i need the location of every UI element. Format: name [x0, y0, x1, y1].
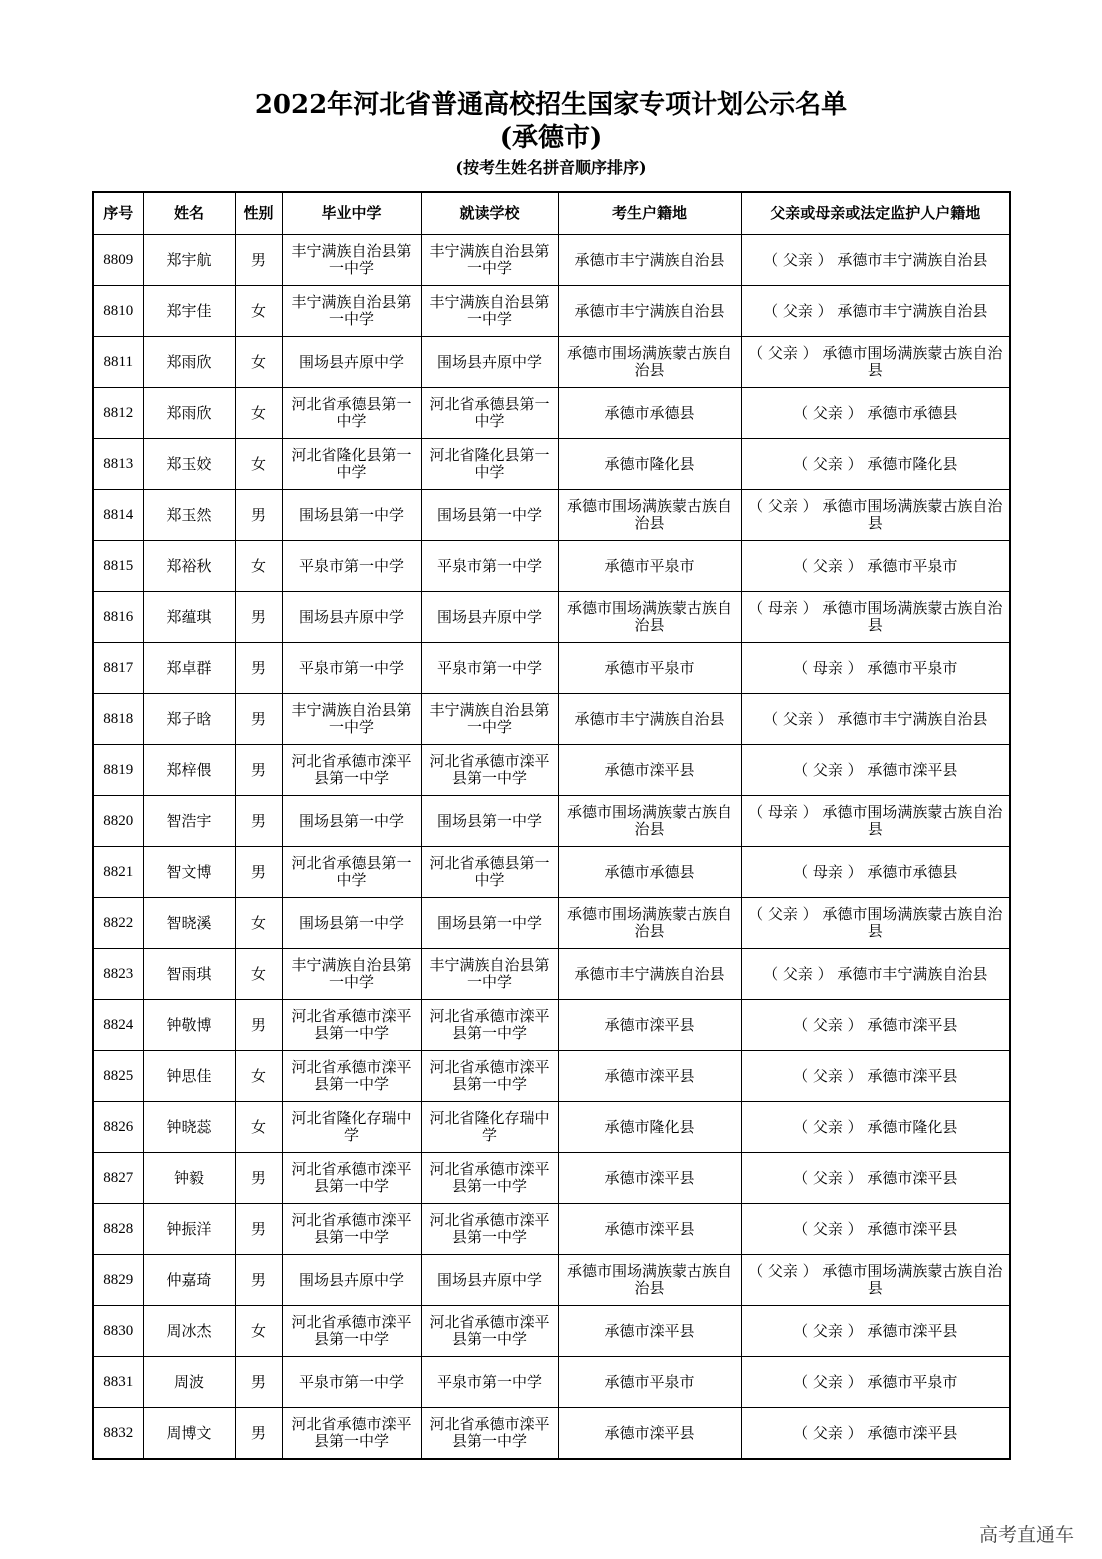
graduated-school-cell: 河北省承德市滦平县第一中学	[282, 1000, 421, 1051]
household-registration-cell: 承德市围场满族蒙古族自治县	[558, 796, 741, 847]
guardian-registration-cell: （ 父亲 ） 承德市承德县	[741, 388, 1010, 439]
table-row	[93, 490, 1010, 541]
gender-cell: 男	[235, 796, 282, 847]
gender-cell: 女	[235, 286, 282, 337]
name-cell: 郑雨欣	[143, 388, 235, 439]
table-row	[93, 796, 1010, 847]
serial-number-cell: 8829	[93, 1255, 143, 1306]
graduated-school-cell: 围场县卉原中学	[282, 337, 421, 388]
current-school-cell: 河北省承德市滦平县第一中学	[421, 1051, 558, 1102]
table-row	[93, 1153, 1010, 1204]
table-row	[93, 949, 1010, 1000]
serial-number-cell: 8832	[93, 1408, 143, 1460]
name-cell: 郑梓偎	[143, 745, 235, 796]
serial-number-cell: 8817	[93, 643, 143, 694]
current-school-cell: 河北省承德市滦平县第一中学	[421, 1000, 558, 1051]
current-school-cell: 围场县卉原中学	[421, 592, 558, 643]
current-school-cell: 平泉市第一中学	[421, 541, 558, 592]
name-cell: 郑玉姣	[143, 439, 235, 490]
name-cell: 钟毅	[143, 1153, 235, 1204]
gender-cell: 女	[235, 388, 282, 439]
household-registration-cell: 承德市隆化县	[558, 1102, 741, 1153]
household-registration-cell: 承德市围场满族蒙古族自治县	[558, 490, 741, 541]
graduated-school-cell: 河北省承德市滦平县第一中学	[282, 1204, 421, 1255]
current-school-cell: 围场县卉原中学	[421, 1255, 558, 1306]
gender-cell: 女	[235, 1051, 282, 1102]
serial-number-cell: 8815	[93, 541, 143, 592]
guardian-registration-cell: （ 父亲 ） 承德市平泉市	[741, 541, 1010, 592]
guardian-registration-cell: （ 父亲 ） 承德市平泉市	[741, 1357, 1010, 1408]
table-row	[93, 1051, 1010, 1102]
household-registration-cell: 承德市滦平县	[558, 1153, 741, 1204]
guardian-registration-cell: （ 母亲 ） 承德市承德县	[741, 847, 1010, 898]
name-cell: 郑宇航	[143, 235, 235, 286]
current-school-cell: 河北省承德县第一中学	[421, 388, 558, 439]
table-row	[93, 643, 1010, 694]
name-cell: 郑玉然	[143, 490, 235, 541]
household-registration-cell: 承德市隆化县	[558, 439, 741, 490]
serial-number-cell: 8830	[93, 1306, 143, 1357]
guardian-registration-cell: （ 父亲 ） 承德市丰宁满族自治县	[741, 694, 1010, 745]
serial-number-cell: 8810	[93, 286, 143, 337]
graduated-school-cell: 丰宁满族自治县第一中学	[282, 286, 421, 337]
gender-cell: 男	[235, 1204, 282, 1255]
guardian-registration-cell: （ 父亲 ） 承德市隆化县	[741, 439, 1010, 490]
graduated-school-cell: 围场县卉原中学	[282, 1255, 421, 1306]
serial-number-cell: 8814	[93, 490, 143, 541]
household-registration-cell: 承德市平泉市	[558, 1357, 741, 1408]
name-cell: 郑子晗	[143, 694, 235, 745]
table-row	[93, 1306, 1010, 1357]
gender-cell: 女	[235, 898, 282, 949]
gender-cell: 男	[235, 847, 282, 898]
table-row	[93, 1204, 1010, 1255]
guardian-registration-cell: （ 父亲 ） 承德市滦平县	[741, 1153, 1010, 1204]
household-registration-cell: 承德市滦平县	[558, 1000, 741, 1051]
serial-number-cell: 8813	[93, 439, 143, 490]
graduated-school-cell: 河北省隆化县第一中学	[282, 439, 421, 490]
graduated-school-cell: 围场县第一中学	[282, 898, 421, 949]
serial-number-cell: 8825	[93, 1051, 143, 1102]
household-registration-cell: 承德市滦平县	[558, 1408, 741, 1460]
guardian-registration-cell: （ 父亲 ） 承德市丰宁满族自治县	[741, 286, 1010, 337]
graduated-school-cell: 河北省承德市滦平县第一中学	[282, 1408, 421, 1460]
gender-cell: 男	[235, 592, 282, 643]
current-school-cell: 平泉市第一中学	[421, 643, 558, 694]
household-registration-cell: 承德市丰宁满族自治县	[558, 286, 741, 337]
name-cell: 智浩宇	[143, 796, 235, 847]
name-cell: 智雨琪	[143, 949, 235, 1000]
current-school-cell: 河北省承德市滦平县第一中学	[421, 1306, 558, 1357]
name-cell: 周波	[143, 1357, 235, 1408]
graduated-school-cell: 平泉市第一中学	[282, 541, 421, 592]
table-row	[93, 337, 1010, 388]
table-row	[93, 439, 1010, 490]
household-registration-cell: 承德市平泉市	[558, 541, 741, 592]
household-registration-cell: 承德市承德县	[558, 847, 741, 898]
header-cell: 性别	[235, 192, 282, 235]
graduated-school-cell: 丰宁满族自治县第一中学	[282, 694, 421, 745]
guardian-registration-cell: （ 母亲 ） 承德市平泉市	[741, 643, 1010, 694]
graduated-school-cell: 河北省承德市滦平县第一中学	[282, 1306, 421, 1357]
household-registration-cell: 承德市滦平县	[558, 1306, 741, 1357]
serial-number-cell: 8820	[93, 796, 143, 847]
roster-table	[92, 191, 1011, 1460]
header-cell: 序号	[93, 192, 143, 235]
name-cell: 周冰杰	[143, 1306, 235, 1357]
household-registration-cell: 承德市围场满族蒙古族自治县	[558, 337, 741, 388]
guardian-registration-cell: （ 母亲 ） 承德市围场满族蒙古族自治县	[741, 592, 1010, 643]
gender-cell: 男	[235, 1153, 282, 1204]
name-cell: 钟思佳	[143, 1051, 235, 1102]
serial-number-cell: 8809	[93, 235, 143, 286]
table-row	[93, 388, 1010, 439]
graduated-school-cell: 丰宁满族自治县第一中学	[282, 949, 421, 1000]
guardian-registration-cell: （ 父亲 ） 承德市滦平县	[741, 1306, 1010, 1357]
title-block	[0, 88, 1102, 180]
document-title: 2022年河北省普通高校招生国家专项计划公示名单	[254, 90, 848, 120]
current-school-cell: 河北省隆化县第一中学	[421, 439, 558, 490]
table-row	[93, 286, 1010, 337]
serial-number-cell: 8826	[93, 1102, 143, 1153]
graduated-school-cell: 围场县第一中学	[282, 796, 421, 847]
household-registration-cell: 承德市承德县	[558, 388, 741, 439]
table-row	[93, 1255, 1010, 1306]
guardian-registration-cell: （ 父亲 ） 承德市丰宁满族自治县	[741, 949, 1010, 1000]
document-subtitle: (承德市)	[499, 123, 603, 153]
gender-cell: 男	[235, 694, 282, 745]
guardian-registration-cell: （ 父亲 ） 承德市隆化县	[741, 1102, 1010, 1153]
gender-cell: 男	[235, 745, 282, 796]
current-school-cell: 平泉市第一中学	[421, 1357, 558, 1408]
name-cell: 智晓溪	[143, 898, 235, 949]
current-school-cell: 河北省承德市滦平县第一中学	[421, 1153, 558, 1204]
gender-cell: 女	[235, 949, 282, 1000]
current-school-cell: 河北省承德县第一中学	[421, 847, 558, 898]
current-school-cell: 河北省承德市滦平县第一中学	[421, 745, 558, 796]
graduated-school-cell: 平泉市第一中学	[282, 643, 421, 694]
current-school-cell: 围场县第一中学	[421, 796, 558, 847]
gender-cell: 女	[235, 337, 282, 388]
table-row	[93, 235, 1010, 286]
name-cell: 郑雨欣	[143, 337, 235, 388]
household-registration-cell: 承德市围场满族蒙古族自治县	[558, 592, 741, 643]
graduated-school-cell: 围场县卉原中学	[282, 592, 421, 643]
household-registration-cell: 承德市滦平县	[558, 1051, 741, 1102]
table-row	[93, 1000, 1010, 1051]
current-school-cell: 围场县第一中学	[421, 898, 558, 949]
household-registration-cell: 承德市滦平县	[558, 1204, 741, 1255]
guardian-registration-cell: （ 父亲 ） 承德市滦平县	[741, 1408, 1010, 1460]
household-registration-cell: 承德市围场满族蒙古族自治县	[558, 1255, 741, 1306]
gender-cell: 男	[235, 1000, 282, 1051]
name-cell: 郑裕秋	[143, 541, 235, 592]
current-school-cell: 河北省承德市滦平县第一中学	[421, 1408, 558, 1460]
current-school-cell: 丰宁满族自治县第一中学	[421, 694, 558, 745]
guardian-registration-cell: （ 父亲 ） 承德市滦平县	[741, 1000, 1010, 1051]
gender-cell: 男	[235, 1408, 282, 1460]
current-school-cell: 丰宁满族自治县第一中学	[421, 949, 558, 1000]
current-school-cell: 丰宁满族自治县第一中学	[421, 235, 558, 286]
guardian-registration-cell: （ 母亲 ） 承德市围场满族蒙古族自治县	[741, 796, 1010, 847]
table-row	[93, 541, 1010, 592]
guardian-registration-cell: （ 父亲 ） 承德市滦平县	[741, 1204, 1010, 1255]
gender-cell: 男	[235, 490, 282, 541]
household-registration-cell: 承德市丰宁满族自治县	[558, 694, 741, 745]
name-cell: 仲嘉琦	[143, 1255, 235, 1306]
serial-number-cell: 8811	[93, 337, 143, 388]
gender-cell: 女	[235, 541, 282, 592]
name-cell: 郑蕴琪	[143, 592, 235, 643]
header-cell: 考生户籍地	[558, 192, 741, 235]
gender-cell: 男	[235, 235, 282, 286]
graduated-school-cell: 平泉市第一中学	[282, 1357, 421, 1408]
household-registration-cell: 承德市围场满族蒙古族自治县	[558, 898, 741, 949]
serial-number-cell: 8831	[93, 1357, 143, 1408]
household-registration-cell: 承德市丰宁满族自治县	[558, 949, 741, 1000]
header-cell: 父亲或母亲或法定监护人户籍地	[741, 192, 1010, 235]
current-school-cell: 河北省隆化存瑞中学	[421, 1102, 558, 1153]
table-row	[93, 745, 1010, 796]
household-registration-cell: 承德市平泉市	[558, 643, 741, 694]
name-cell: 智文博	[143, 847, 235, 898]
table-row	[93, 1102, 1010, 1153]
serial-number-cell: 8827	[93, 1153, 143, 1204]
name-cell: 钟敬博	[143, 1000, 235, 1051]
serial-number-cell: 8828	[93, 1204, 143, 1255]
graduated-school-cell: 河北省承德市滦平县第一中学	[282, 1153, 421, 1204]
table-row	[93, 847, 1010, 898]
serial-number-cell: 8822	[93, 898, 143, 949]
guardian-registration-cell: （ 父亲 ） 承德市围场满族蒙古族自治县	[741, 1255, 1010, 1306]
household-registration-cell: 承德市滦平县	[558, 745, 741, 796]
gender-cell: 女	[235, 439, 282, 490]
serial-number-cell: 8819	[93, 745, 143, 796]
serial-number-cell: 8823	[93, 949, 143, 1000]
current-school-cell: 河北省承德市滦平县第一中学	[421, 1204, 558, 1255]
gender-cell: 女	[235, 1306, 282, 1357]
name-cell: 钟晓蕊	[143, 1102, 235, 1153]
guardian-registration-cell: （ 父亲 ） 承德市围场满族蒙古族自治县	[741, 898, 1010, 949]
roster-body	[93, 235, 1010, 1460]
name-cell: 郑卓群	[143, 643, 235, 694]
serial-number-cell: 8821	[93, 847, 143, 898]
table-row	[93, 1408, 1010, 1460]
graduated-school-cell: 河北省承德县第一中学	[282, 847, 421, 898]
table-row	[93, 592, 1010, 643]
name-cell: 周博文	[143, 1408, 235, 1460]
gender-cell: 男	[235, 1357, 282, 1408]
graduated-school-cell: 河北省承德县第一中学	[282, 388, 421, 439]
name-cell: 郑宇佳	[143, 286, 235, 337]
graduated-school-cell: 丰宁满族自治县第一中学	[282, 235, 421, 286]
table-row	[93, 1357, 1010, 1408]
guardian-registration-cell: （ 父亲 ） 承德市滦平县	[741, 745, 1010, 796]
household-registration-cell: 承德市丰宁满族自治县	[558, 235, 741, 286]
graduated-school-cell: 河北省隆化存瑞中学	[282, 1102, 421, 1153]
gender-cell: 男	[235, 643, 282, 694]
serial-number-cell: 8816	[93, 592, 143, 643]
graduated-school-cell: 围场县第一中学	[282, 490, 421, 541]
sort-note: (按考生姓名拼音顺序排序)	[455, 158, 647, 177]
gender-cell: 女	[235, 1102, 282, 1153]
graduated-school-cell: 河北省承德市滦平县第一中学	[282, 1051, 421, 1102]
watermark: 高考直通车	[978, 1524, 1074, 1546]
table-row	[93, 694, 1010, 745]
guardian-registration-cell: （ 父亲 ） 承德市围场满族蒙古族自治县	[741, 490, 1010, 541]
header-cell: 毕业中学	[282, 192, 421, 235]
header-row	[93, 192, 1010, 235]
current-school-cell: 丰宁满族自治县第一中学	[421, 286, 558, 337]
header-cell: 姓名	[143, 192, 235, 235]
guardian-registration-cell: （ 父亲 ） 承德市丰宁满族自治县	[741, 235, 1010, 286]
guardian-registration-cell: （ 父亲 ） 承德市围场满族蒙古族自治县	[741, 337, 1010, 388]
name-cell: 钟振洋	[143, 1204, 235, 1255]
serial-number-cell: 8812	[93, 388, 143, 439]
guardian-registration-cell: （ 父亲 ） 承德市滦平县	[741, 1051, 1010, 1102]
current-school-cell: 围场县卉原中学	[421, 337, 558, 388]
header-cell: 就读学校	[421, 192, 558, 235]
serial-number-cell: 8818	[93, 694, 143, 745]
gender-cell: 男	[235, 1255, 282, 1306]
table-row	[93, 898, 1010, 949]
graduated-school-cell: 河北省承德市滦平县第一中学	[282, 745, 421, 796]
serial-number-cell: 8824	[93, 1000, 143, 1051]
current-school-cell: 围场县第一中学	[421, 490, 558, 541]
